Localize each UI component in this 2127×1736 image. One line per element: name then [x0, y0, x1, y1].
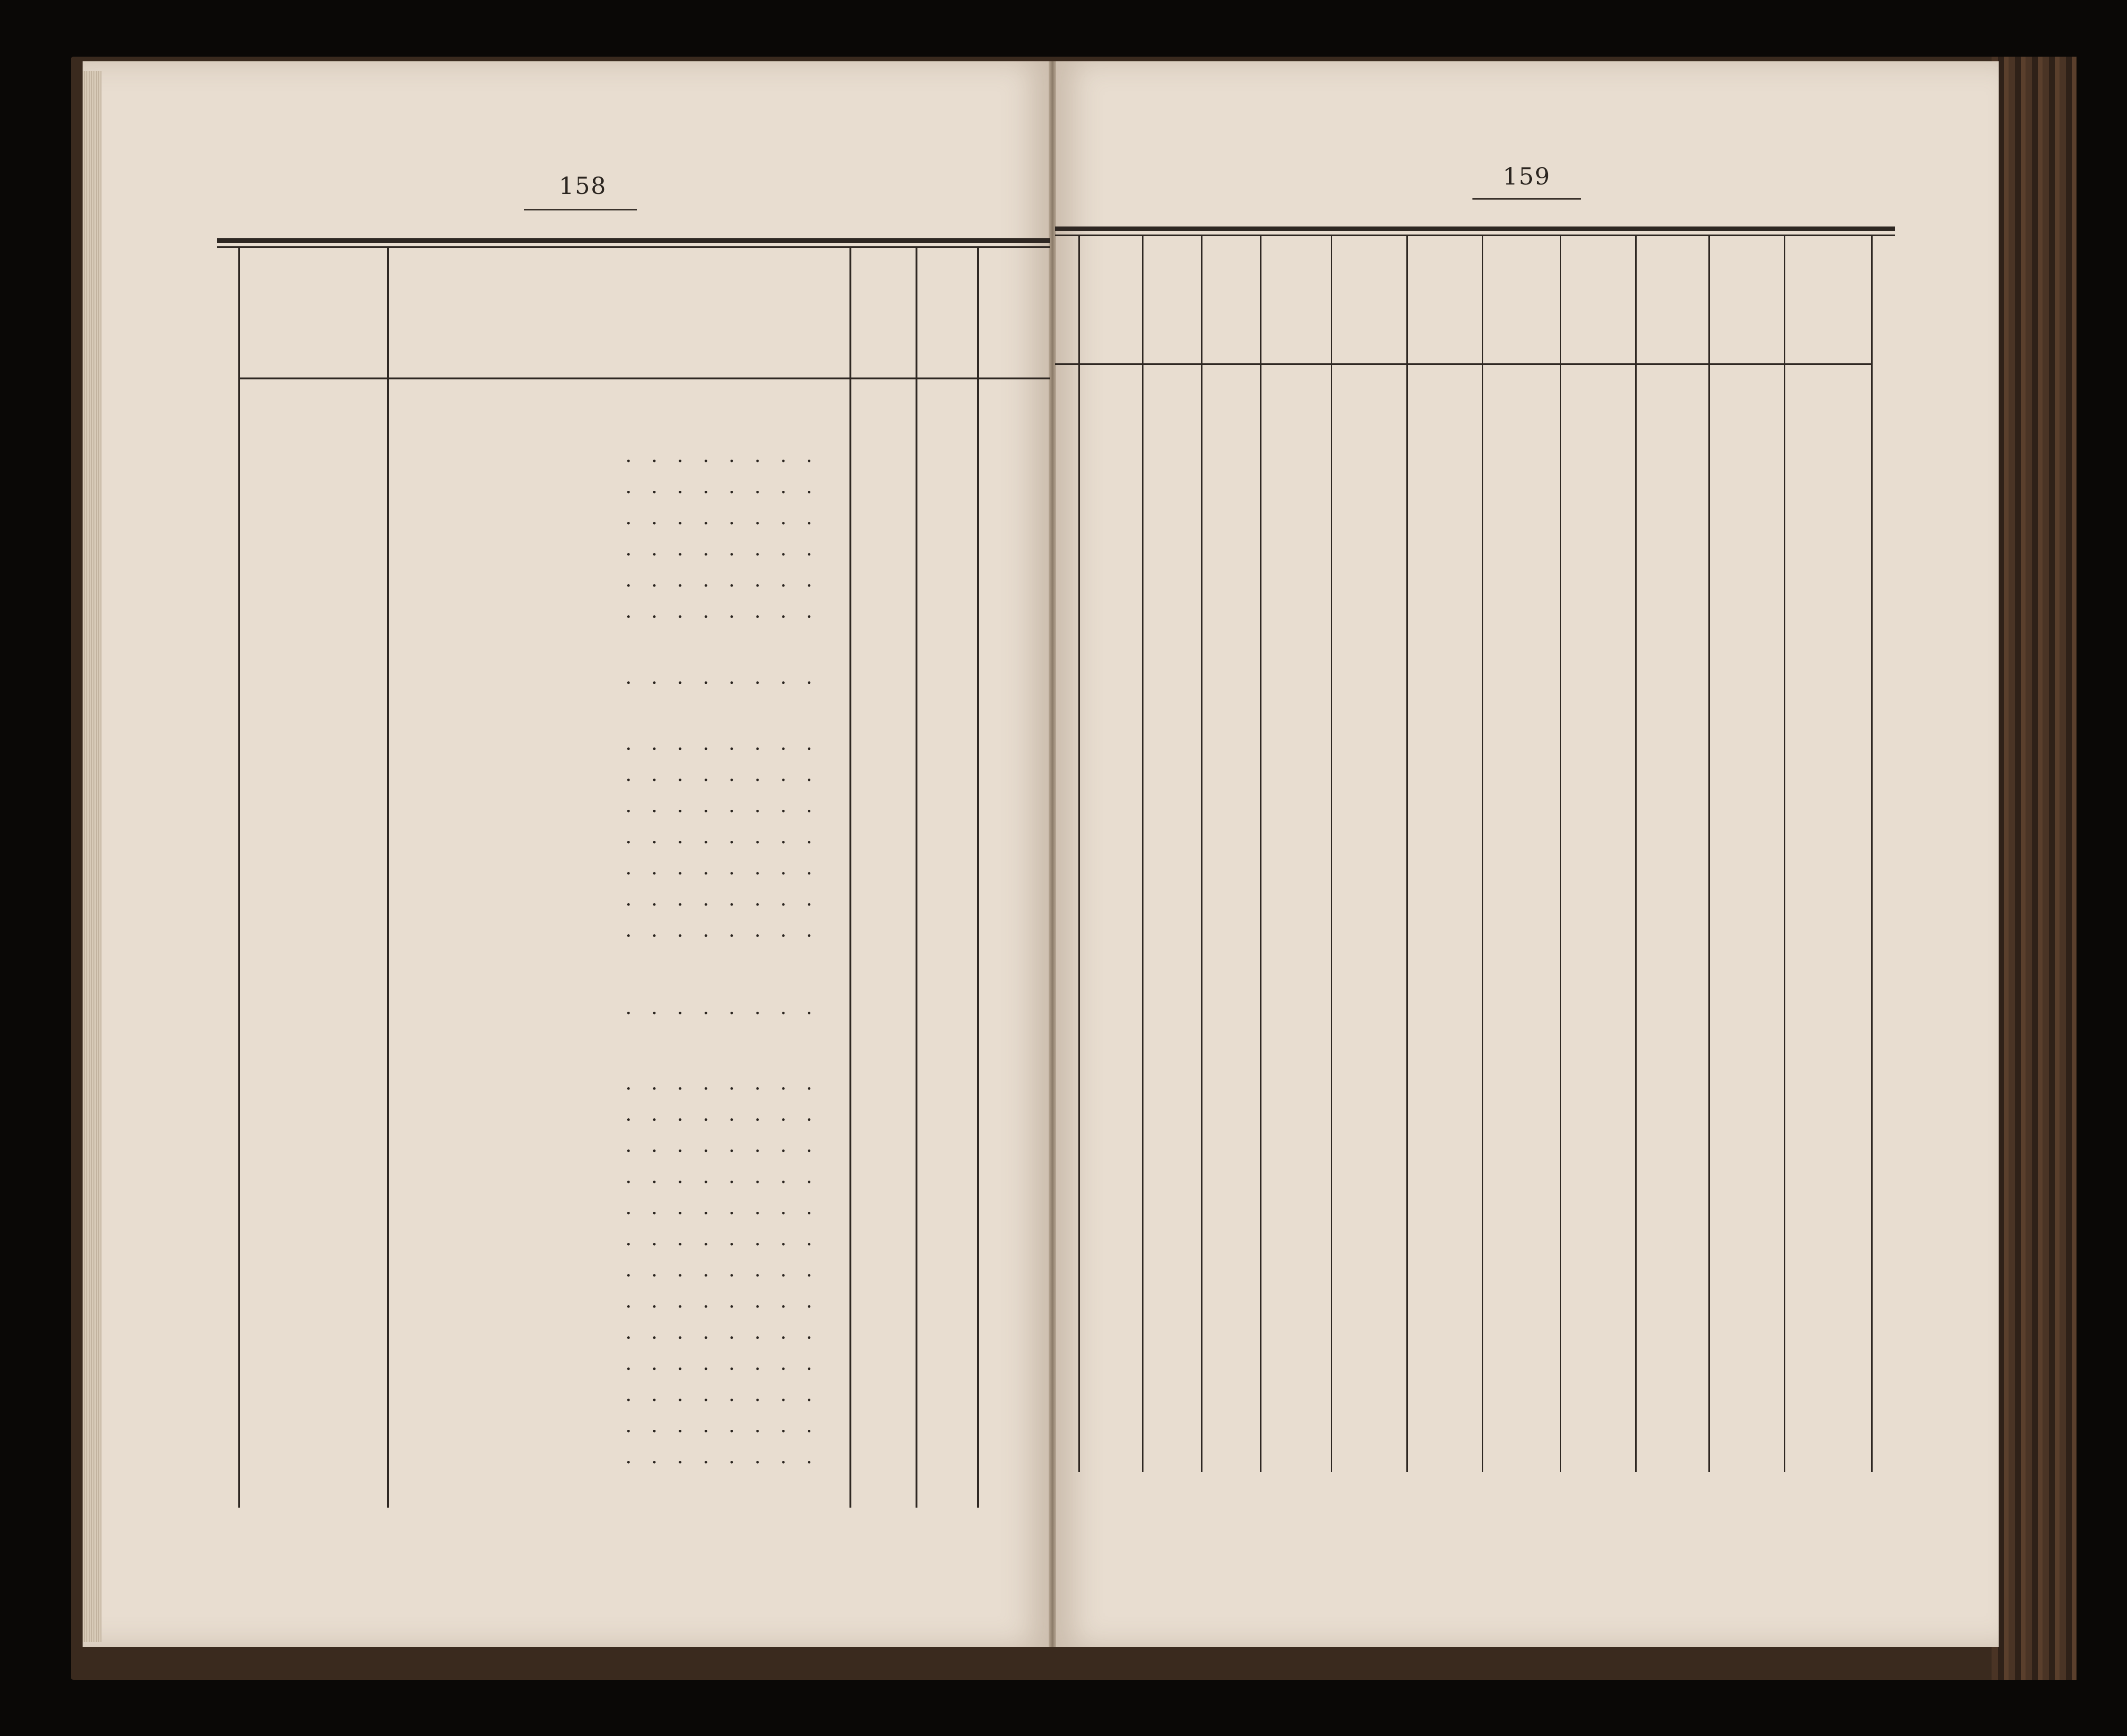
dot-leader: . . . . . . . .: [625, 825, 819, 848]
dot-leader: . . . . . . . .: [625, 1165, 819, 1188]
page-edges: [83, 71, 101, 1642]
dot-leader: . . . . . . . .: [625, 1414, 819, 1437]
header-month-5: [1142, 250, 1201, 368]
column-rule-left-4: [977, 248, 979, 1508]
dot-leader: . . . . . . . .: [625, 794, 819, 817]
column-rule-right-9: [1708, 236, 1710, 1472]
header-month-4: [1081, 250, 1142, 368]
dot-leader: . . . . . . . .: [625, 1196, 819, 1219]
column-rule-left-0: [238, 248, 240, 1508]
dot-leader: . . . . . . . .: [625, 1102, 819, 1125]
column-rule-left-2: [849, 248, 851, 1508]
dot-leader: . . . . . . . .: [625, 1227, 819, 1250]
dot-leader: . . . . . . . .: [625, 1133, 819, 1157]
column-rule-left-1: [387, 248, 389, 1508]
column-rule-right-2: [1201, 236, 1202, 1472]
column-rule-right-8: [1635, 236, 1637, 1472]
right-page-number: 159: [1503, 163, 1551, 190]
column-rule-right-5: [1406, 236, 1408, 1472]
column-rule-right-6: [1482, 236, 1483, 1472]
left-page-number-rule: [524, 209, 637, 210]
dot-leader: . . . . . . . .: [625, 1320, 819, 1343]
dot-leader: . . . . . . . .: [625, 856, 819, 879]
column-rule-right-7: [1560, 236, 1561, 1472]
left-page-number: 158: [559, 172, 607, 200]
dot-leader: . . . . . . . .: [625, 475, 819, 498]
dot-leader: . . . . . . . .: [625, 731, 819, 755]
column-rule-left-3: [916, 248, 917, 1508]
table-top-thin-left: [217, 246, 1050, 248]
dot-leader: . . . . . . . .: [625, 1383, 819, 1406]
column-rule-right-1: [1142, 236, 1143, 1472]
table-top-rule-right: [1055, 226, 1895, 231]
header-month-2: [977, 250, 1036, 368]
header-month-12: [1635, 250, 1708, 368]
dot-leader: . . . . . . . .: [625, 1071, 819, 1094]
column-rule-right-11: [1871, 236, 1873, 1472]
column-rule-right-0: [1078, 236, 1080, 1472]
column-rule-right-3: [1260, 236, 1261, 1472]
header-bottom-rule-left: [238, 377, 1050, 379]
dot-leader: . . . . . . . .: [625, 763, 819, 786]
dot-leader: . . . . . . . .: [625, 568, 819, 591]
header-month-9: [1406, 250, 1482, 368]
dot-leader: . . . . . . . .: [625, 887, 819, 910]
dot-leader: . . . . . . . .: [625, 996, 819, 1019]
header-month-6: [1201, 250, 1260, 368]
dot-leader: . . . . . . . .: [625, 665, 819, 688]
header-month-7: [1260, 250, 1331, 368]
dot-leader: . . . . . . . .: [625, 537, 819, 560]
column-rule-right-10: [1784, 236, 1785, 1472]
header-month-1: [916, 250, 977, 368]
header-month-10: [1482, 250, 1560, 368]
dot-leader: . . . . . . . .: [625, 1289, 819, 1312]
book-fore-edge: [1992, 57, 2077, 1680]
header-month-8: [1331, 250, 1406, 368]
header-month-11: [1560, 250, 1635, 368]
dot-leader: . . . . . . . .: [625, 918, 819, 941]
dot-leader: . . . . . . . .: [625, 1258, 819, 1281]
header-month-3: [1036, 250, 1081, 368]
dot-leader: . . . . . . . .: [625, 506, 819, 529]
right-page-number-rule: [1472, 198, 1581, 200]
dot-leader: . . . . . . . .: [625, 444, 819, 467]
table-top-rule-left: [217, 238, 1050, 243]
header-disease: [852, 257, 913, 370]
dot-leader: . . . . . . . .: [625, 1445, 819, 1468]
dot-leader: . . . . . . . .: [625, 599, 819, 622]
dot-leader: . . . . . . . .: [625, 1351, 819, 1375]
table-top-thin-right: [1055, 235, 1895, 236]
column-rule-right-4: [1331, 236, 1332, 1472]
